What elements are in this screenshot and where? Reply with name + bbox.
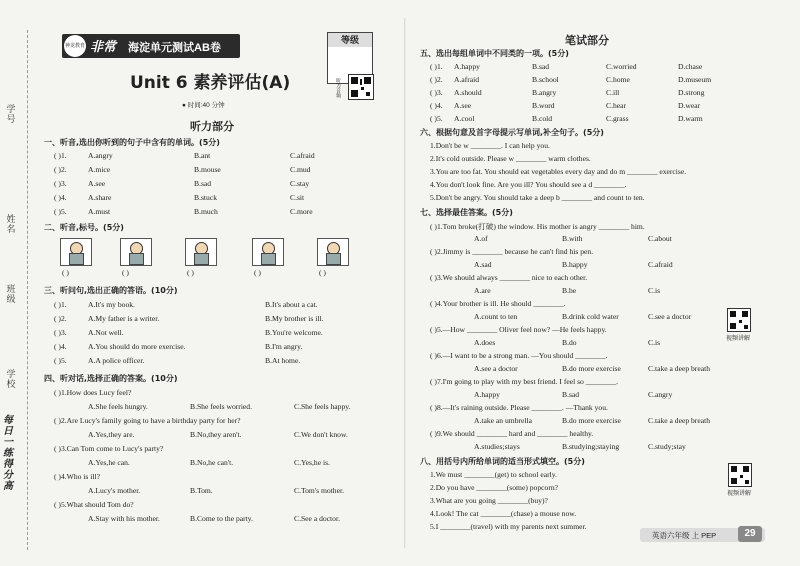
binding-label-class: 班级 <box>6 285 16 305</box>
question[interactable]: ( )2.Jimmy is ________ because he can't find his pen. <box>430 247 594 256</box>
option-a: A.happy <box>454 62 480 71</box>
option-c: C.grass <box>606 114 629 123</box>
option-a: A.are <box>474 286 491 295</box>
answer-blank[interactable]: ( ) <box>62 268 69 277</box>
option-c: C.ill <box>606 88 620 97</box>
option-a: A.Stay with his mother. <box>88 514 160 523</box>
option-a: A.happy <box>474 390 500 399</box>
grade-label: 等级 <box>328 33 372 47</box>
option-c: C.take a deep breath <box>648 364 710 373</box>
question[interactable]: ( )4.Your brother is ill. He should ________. <box>430 299 566 308</box>
option-b: B.I'm angry. <box>265 342 303 351</box>
option-b: B.No,they aren't. <box>190 430 242 439</box>
brand-logo: 神龙教育 <box>64 35 86 57</box>
item-number[interactable]: ( )5. <box>54 207 67 216</box>
answer-blank[interactable]: ( ) <box>187 268 194 277</box>
item-number[interactable]: ( )1. <box>54 151 67 160</box>
video-qr-code[interactable] <box>728 463 752 487</box>
option-b: B.Tom. <box>190 486 213 495</box>
option-b: B.My brother is ill. <box>265 314 324 323</box>
item-number[interactable]: ( )2. <box>430 75 443 84</box>
audio-qr-caption: 听力音频 <box>335 78 340 98</box>
option-c: C.mud <box>290 165 311 174</box>
fill-sentence[interactable]: 1.Don't be w ________. I can help you. <box>430 141 550 150</box>
option-c: C.take a deep breath <box>648 416 710 425</box>
option-b: B.drink cold water <box>562 312 619 321</box>
option-a: A.see a doctor <box>474 364 518 373</box>
option-c: C.is <box>648 338 661 347</box>
option-b: B.No,he can't. <box>190 458 234 467</box>
option-b: B.do more exercise <box>562 364 621 373</box>
question[interactable]: ( )5.What should Tom do? <box>54 500 134 509</box>
option-b: B.much <box>194 207 218 216</box>
item-number[interactable]: ( )2. <box>54 314 67 323</box>
item-number[interactable]: ( )4. <box>54 342 67 351</box>
answer-blank[interactable]: ( ) <box>254 268 261 277</box>
item-number[interactable]: ( )4. <box>54 193 67 202</box>
option-b: B.sad <box>194 179 212 188</box>
video-qr-caption: 视频讲解 <box>727 491 752 497</box>
fill-sentence[interactable]: 3.You are too fat. You should eat vegetables every day and do m ________ exercise. <box>430 167 687 176</box>
option-a: A.see <box>454 101 472 110</box>
item-number[interactable]: ( )2. <box>54 165 67 174</box>
option-b: B.sad <box>532 62 550 71</box>
option-b: B.school <box>532 75 559 84</box>
answer-blank[interactable]: ( ) <box>122 268 129 277</box>
option-d: D.wear <box>678 101 701 110</box>
page-title: Unit 6 素养评估(A) <box>130 73 291 93</box>
option-b: B.do more exercise <box>562 416 621 425</box>
option-b: B.ant <box>194 151 211 160</box>
picture-angry-boy <box>60 238 92 266</box>
option-a: A.Yes,they are. <box>88 430 135 439</box>
option-b: B.You're welcome. <box>265 328 323 337</box>
section-8-heading: 八、用括号内所给单词的适当形式填空。(5分) <box>420 457 585 466</box>
item-number[interactable]: ( )1. <box>54 300 67 309</box>
audio-qr-code[interactable] <box>348 74 374 100</box>
option-a: A.of <box>474 234 488 243</box>
section-1-heading: 一、听音,选出你听到的句子中含有的单词。(5分) <box>44 138 220 147</box>
option-a: A.You should do more exercise. <box>88 342 186 351</box>
answer-blank[interactable]: ( ) <box>319 268 326 277</box>
section-6-heading: 六、根据句意及首字母提示写单词,补全句子。(5分) <box>420 128 604 137</box>
item-number[interactable]: ( )1. <box>430 62 443 71</box>
listening-part-title: 听力部分 <box>190 120 234 133</box>
option-a: A.should <box>454 88 482 97</box>
option-a: A.cool <box>454 114 475 123</box>
option-b: B.studying;staying <box>562 442 620 451</box>
picture-boy-crying <box>252 238 284 266</box>
item-number[interactable]: ( )5. <box>430 114 443 123</box>
fill-sentence[interactable]: 4.Look! The cat ________(chase) a mouse now. <box>430 509 577 518</box>
option-a: A.angry <box>88 151 113 160</box>
section-5-heading: 五、选出每组单词中不同类的一项。(5分) <box>420 49 569 58</box>
option-b: B.cold <box>532 114 553 123</box>
video-qr-code[interactable] <box>727 308 751 332</box>
option-a: A.see <box>88 179 106 188</box>
brand-title: 海淀单元测试AB卷 <box>128 42 221 54</box>
item-number[interactable]: ( )5. <box>54 356 67 365</box>
item-number[interactable]: ( )3. <box>430 88 443 97</box>
fill-sentence[interactable]: 1.We must ________(get) to school early. <box>430 470 557 479</box>
binding-label-school: 学校 <box>6 370 16 390</box>
option-b: B.Come to the party. <box>190 514 253 523</box>
option-a: A.It's my book. <box>88 300 135 309</box>
picture-family <box>317 238 349 266</box>
fill-sentence[interactable]: 4.You don't look fine. Are you ill? You should see a d ________. <box>430 180 627 189</box>
option-c: C.afraid <box>648 260 673 269</box>
option-b: B.sad <box>562 390 580 399</box>
question[interactable]: ( )9.We should ________ hard and ________ healthy. <box>430 429 594 438</box>
page-number: 29 <box>738 526 762 542</box>
option-b: B.stuck <box>194 193 217 202</box>
option-a: A.My father is a writer. <box>88 314 160 323</box>
section-3-heading: 三、听问句,选出正确的答语。(10分) <box>44 286 178 295</box>
question[interactable]: ( )3.We should always ________ nice to each other. <box>430 273 588 282</box>
section-7-heading: 七、选择最佳答案。(5分) <box>420 208 513 217</box>
option-c: C.angry <box>648 390 673 399</box>
option-b: B.At home. <box>265 356 301 365</box>
fill-sentence[interactable]: 2.Do you have ________(some) popcorn? <box>430 483 559 492</box>
fill-sentence[interactable]: 2.It's cold outside. Please w ________ warm clothes. <box>430 154 591 163</box>
option-c: C.Tom's mother. <box>294 486 344 495</box>
option-d: D.museum <box>678 75 712 84</box>
fill-sentence[interactable]: 5.I ________(travel) with my parents next summer. <box>430 522 587 531</box>
option-a: A.She feels hungry. <box>88 402 148 411</box>
binding-slogan: 每日一练 得分高 <box>3 415 13 492</box>
option-c: C.See a doctor. <box>294 514 340 523</box>
option-d: D.chase <box>678 62 703 71</box>
question[interactable]: ( )4.Who is ill? <box>54 472 100 481</box>
question[interactable]: ( )5.—How ________ Oliver feel now? —He feels happy. <box>430 325 607 334</box>
option-b: B.mouse <box>194 165 221 174</box>
section-2-heading: 二、听音,标号。(5分) <box>44 223 124 232</box>
option-c: C.Yes,he is. <box>294 458 330 467</box>
option-d: D.strong <box>678 88 705 97</box>
option-c: C.stay <box>290 179 310 188</box>
option-c: C.is <box>648 286 661 295</box>
section-4-heading: 四、听对话,选择正确的答案。(10分) <box>44 374 178 383</box>
option-a: A.Yes,he can. <box>88 458 130 467</box>
option-c: C.home <box>606 75 630 84</box>
item-number[interactable]: ( )4. <box>430 101 443 110</box>
option-b: B.word <box>532 101 555 110</box>
option-c: C.worried <box>606 62 637 71</box>
fill-sentence[interactable]: 5.Don't be angry. You should take a deep b ________ and count to ten. <box>430 193 645 202</box>
question[interactable]: ( )1.Tom broke(打破) the window. His mother is angry ________ him. <box>430 222 645 231</box>
option-a: A.take an umbrella <box>474 416 532 425</box>
picture-boy-reading <box>185 238 217 266</box>
question[interactable]: ( )3.Can Tom come to Lucy's party? <box>54 444 164 453</box>
option-a: A.sad <box>474 260 492 269</box>
time-limit: ● 时间:40 分钟 <box>182 102 225 109</box>
option-b: B.She feels worried. <box>190 402 252 411</box>
option-a: A.share <box>88 193 112 202</box>
item-number[interactable]: ( )3. <box>54 179 67 188</box>
option-c: C.hear <box>606 101 627 110</box>
option-d: D.warm <box>678 114 703 123</box>
page-fold <box>404 18 406 548</box>
option-b: B.angry <box>532 88 557 97</box>
brand-mark: 非常 <box>90 40 117 55</box>
option-b: B.do <box>562 338 577 347</box>
picture-girl-scared <box>120 238 152 266</box>
footer-grade-label: 英语六年级 上 PEP <box>652 531 717 540</box>
video-qr-caption: 视频讲解 <box>726 336 751 342</box>
option-a: A.count to ten <box>474 312 518 321</box>
question[interactable]: ( )7.I'm going to play with my best friend. I feel so ________. <box>430 377 619 386</box>
option-c: C.see a doctor <box>648 312 692 321</box>
option-b: B.happy <box>562 260 588 269</box>
option-a: A.A police officer. <box>88 356 145 365</box>
option-a: A.studies;stays <box>474 442 520 451</box>
option-c: C.afraid <box>290 151 315 160</box>
option-a: A.mice <box>88 165 111 174</box>
question[interactable]: ( )8.—It's raining outside. Please ________. —Thank you. <box>430 403 608 412</box>
option-a: A.does <box>474 338 496 347</box>
option-c: C.more <box>290 207 313 216</box>
option-a: A.afraid <box>454 75 480 84</box>
item-number[interactable]: ( )3. <box>54 328 67 337</box>
option-b: B.It's about a cat. <box>265 300 318 309</box>
option-b: B.be <box>562 286 577 295</box>
option-a: A.must <box>88 207 111 216</box>
writing-part-title: 笔试部分 <box>565 34 609 47</box>
option-a: A.Lucy's mother. <box>88 486 141 495</box>
option-c: C.about <box>648 234 672 243</box>
question[interactable]: ( )1.How does Lucy feel? <box>54 388 132 397</box>
option-b: B.with <box>562 234 583 243</box>
option-c: C.study;stay <box>648 442 686 451</box>
option-c: C.She feels happy. <box>294 402 351 411</box>
binding-label-name: 姓名 <box>6 215 16 235</box>
option-a: A.Not well. <box>88 328 124 337</box>
binding-label-student-number: 学号 <box>6 105 16 125</box>
question[interactable]: ( )6.—I want to be a strong man. —You should ________. <box>430 351 608 360</box>
option-c: C.sit <box>290 193 305 202</box>
brand-banner <box>62 34 240 58</box>
fill-sentence[interactable]: 3.What are you going ________(buy)? <box>430 496 548 505</box>
binding-cut-line <box>27 30 28 550</box>
question[interactable]: ( )2.Are Lucy's family going to have a birthday party for her? <box>54 416 241 425</box>
option-c: C.We don't know. <box>294 430 348 439</box>
